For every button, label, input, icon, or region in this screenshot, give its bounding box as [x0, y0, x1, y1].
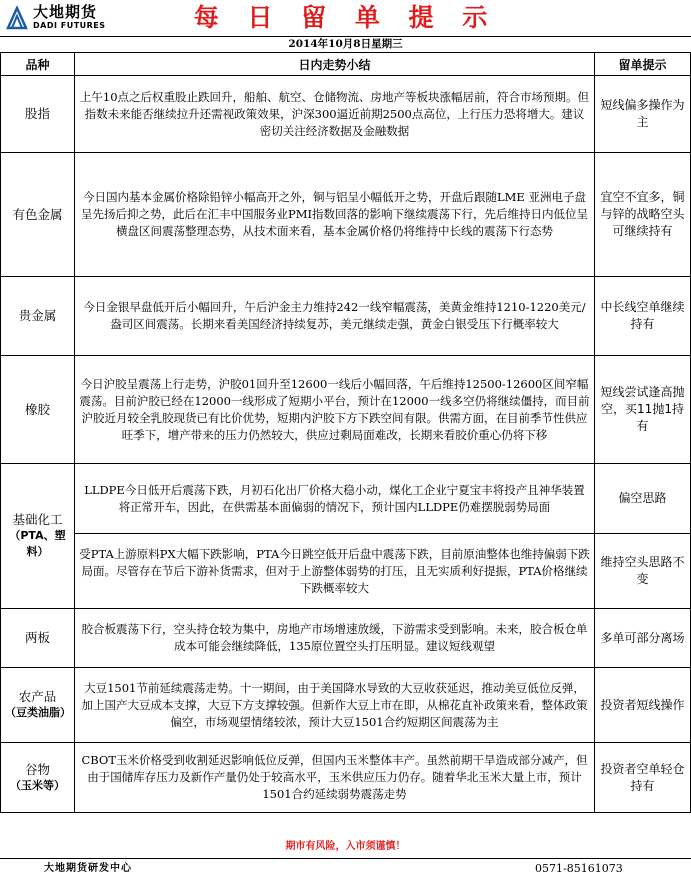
table-row — [1, 76, 691, 153]
header-summary: 日内走势小结 — [75, 53, 595, 76]
company-logo — [6, 4, 136, 32]
category-cell: 股指 — [1, 76, 75, 153]
dadi-logo-icon — [6, 6, 28, 30]
category-name: 农产品 — [18, 689, 57, 704]
risk-warning: 期市有风险，入市须谨慎！ — [285, 841, 406, 852]
page-header — [0, 0, 691, 37]
table-row — [1, 743, 691, 813]
advice-cell: 短线偏多操作为主 — [595, 76, 691, 153]
table-row — [1, 464, 691, 534]
summary-cell: 受PTA上游原料PX大幅下跌影响，PTA今日跳空低开后盘中震荡下跌，目前原油整体也维持偏弱下跌局面。尽管存在节后下游补货需求，但对于上游整体弱势的打压，且无实质利好提振，PTA价格继续下跌概率较大 — [75, 534, 595, 609]
header-category: 品种 — [1, 53, 75, 76]
category-sub: （玉米等） — [10, 778, 65, 792]
category-cell — [1, 668, 75, 743]
summary-cell: 上午10点之后权重股止跌回升，船舶、航空、仓储物流、房地产等板块涨幅居前，符合市场预期。但指数未来能否继续拉升还需视政策效果，沪深300逼近前期2500点高位，上行压力恐将增大。建议密切关注经济数据及金融数据 — [75, 76, 595, 153]
summary-cell: LLDPE今日低开后震荡下跌，月初石化出厂价格大稳小动，煤化工企业宁夏宝丰将投产且神华装置将正常开车，因此，在供需基本面偏弱的情况下，预计国内LLDPE仍难摆脱弱势局面 — [75, 464, 595, 534]
advice-cell: 投资者短线操作 — [595, 668, 691, 743]
advice-cell: 宜空不宜多，铜与锌的战略空头可继续持有 — [595, 153, 691, 277]
logo-chinese: 大地期货 — [33, 3, 98, 21]
footer-divider — [0, 858, 691, 859]
page-title: 每 日 留 单 提 示 — [193, 3, 498, 32]
table-row — [1, 668, 691, 743]
table-row — [1, 277, 691, 356]
advice-cell: 中长线空单继续持有 — [595, 277, 691, 356]
table-header-row — [1, 53, 691, 76]
daily-position-table — [0, 52, 691, 813]
category-cell — [1, 464, 75, 609]
contact-phone: 0571-85161073 — [535, 862, 623, 875]
header-advice: 留单提示 — [595, 53, 691, 76]
logo-english: DADI FUTURES — [33, 21, 106, 30]
table-row — [1, 609, 691, 668]
category-cell: 两板 — [1, 609, 75, 668]
advice-cell: 偏空思路 — [595, 464, 691, 534]
category-sub: （PTA、塑料） — [9, 529, 66, 558]
category-cell — [1, 743, 75, 813]
summary-cell: 今日国内基本金属价格除铅锌小幅高开之外，铜与铝呈小幅低开之势，开盘后跟随LME 亚洲电子盘呈先扬后抑之势，此后在汇丰中国服务业PMI指数回落的影响下继续震荡下行，先后维持日内低位呈横盘区间震荡整理态势，从技术面来看，基本金属价格仍将维持中长线的震荡下行态势 — [75, 153, 595, 277]
advice-cell: 投资者空单轻仓持有 — [595, 743, 691, 813]
category-cell: 有色金属 — [1, 153, 75, 277]
research-center: 大地期货研发中心 — [44, 863, 132, 874]
category-cell: 贵金属 — [1, 277, 75, 356]
category-cell: 橡胶 — [1, 356, 75, 464]
advice-cell: 维持空头思路不变 — [595, 534, 691, 609]
category-name: 谷物 — [24, 761, 50, 777]
summary-cell: 大豆1501节前延续震荡走势。十一期间，由于美国降水导致的大豆收获延迟，推动美豆低位反弹，加上国产大豆成本支撑，大豆下方支撑较强。但新作大豆上市在即，从棉花直补政策来看，整体政策偏空，市场观望情绪较浓，预计大豆1501合约短期区间震荡为主 — [75, 668, 595, 743]
page-footer — [0, 838, 691, 879]
advice-cell: 多单可部分离场 — [595, 609, 691, 668]
table-row — [1, 534, 691, 609]
category-sub: （豆类油脂） — [5, 706, 71, 719]
summary-cell: 今日金银早盘低开后小幅回升，午后沪金主力维持242一线窄幅震荡，美黄金维持1210-1220美元/盎司区间震荡。长期来看美国经济持续复苏，美元继续走强，黄金白银受压下行概率较大 — [75, 277, 595, 356]
category-name: 基础化工 — [12, 512, 63, 527]
summary-cell: CBOT玉米价格受到收割延迟影响低位反弹，但国内玉米整体丰产。虽然前期干旱造成部分减产，但由于国储库存压力及新作产量仍处于较高水平，玉米供应压力仍存。随着华北玉米大量上市，预计1501合约延续弱势震荡走势 — [75, 743, 595, 813]
table-row — [1, 153, 691, 277]
report-date: 2014年10月8日星期三 — [288, 38, 403, 50]
table-row — [1, 356, 691, 464]
summary-cell: 今日沪胶呈震荡上行走势，沪胶01回升至12600一线后小幅回落，午后维持12500-12600区间窄幅震荡。目前沪胶已经在12000一线形成了短期小平台，预计在12000一线多空仍将继续僵持，而目前沪胶近月较全乳胶现货已有比价优势，短期内沪胶下方下跌空间有限。供需方面，在目前季节性供应旺季下，增产带来的压力仍然较大，供应过剩局面难改，长期来看胶价重心仍将下移 — [75, 356, 595, 464]
summary-cell: 胶合板震荡下行，空头持仓较为集中，房地产市场增速放缓，下游需求受到影响。未来，胶合板仓单成本可能会继续降低，135原位置空头打压明显。建议短线观望 — [75, 609, 595, 668]
advice-cell: 短线尝试逢高抛空，买11抛1持有 — [595, 356, 691, 464]
